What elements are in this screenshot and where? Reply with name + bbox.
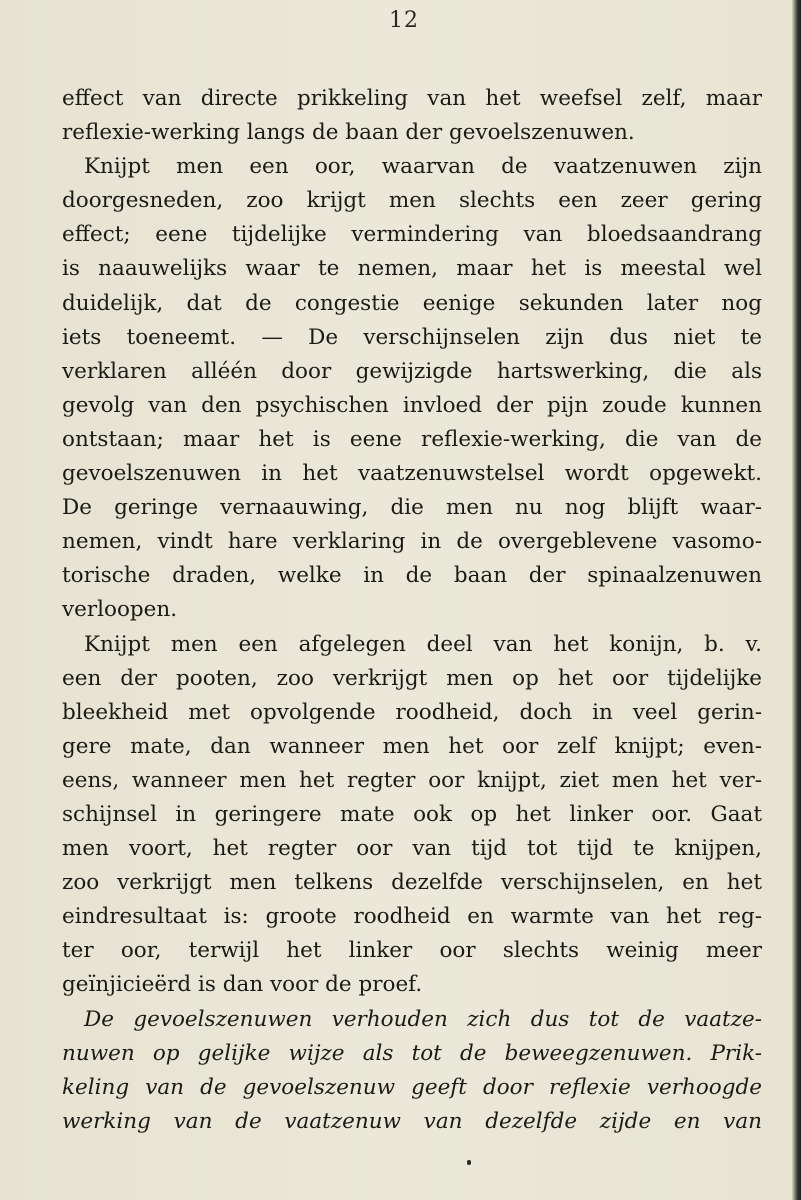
text-line: Knijpt men een afgelegen deel van het konijn, b. v. [84, 631, 762, 657]
text-line: iets toeneemt. — De verschijnselen zijn dus niet te [62, 324, 762, 350]
text-line: nemen, vindt hare verklaring in de overgeblevene vasomo- [62, 529, 762, 555]
text-line: De geringe vernaauwing, die men nu nog blijft waar- [62, 495, 762, 521]
ink-speck [467, 1160, 471, 1165]
text-line: effect van directe prikkeling van het weefsel zelf, maar [62, 86, 762, 111]
text-line: eindresultaat is: groote roodheid en warmte van het reg- [62, 904, 762, 930]
text-line: doorgesneden, zoo krijgt men slechts een zeer gering [62, 188, 762, 214]
text-line: geïnjicieërd is dan voor de proef. [62, 972, 423, 998]
text-line: werking van de vaatzenuw van dezelfde zijde en van [62, 1108, 762, 1134]
text-line: effect; eene tijdelijke vermindering van bloedsaandrang [62, 222, 762, 248]
page-number: 12 [389, 8, 419, 33]
text-line: zoo verkrijgt men telkens dezelfde verschijnselen, en het [62, 870, 762, 896]
text-line: Knijpt men een oor, waarvan de vaatzenuwen zijn [84, 154, 762, 180]
page-edge-shadow [792, 0, 801, 1200]
text-line: bleekheid met opvolgende roodheid, doch in veel gerin- [62, 699, 762, 725]
text-line: nuwen op gelijke wijze als tot de beweegzenuwen. Prik- [62, 1040, 762, 1066]
text-line: gevoelszenuwen in het vaatzenuwstelsel wordt opgewekt. [62, 461, 762, 487]
body-text [62, 82, 762, 1139]
text-line: eens, wanneer men het regter oor knijpt, ziet men het ver- [62, 767, 762, 793]
text-line: men voort, het regter oor van tijd tot tijd te knijpen, [62, 836, 762, 862]
text-line: keling van de gevoelszenuw geeft door reflexie verhoogde [62, 1074, 762, 1100]
text-line: De gevoelszenuwen verhouden zich dus tot de vaatze- [84, 1006, 762, 1032]
text-line: een der pooten, zoo verkrijgt men op het oor tijdelijke [62, 665, 762, 691]
text-line: ter oor, terwijl het linker oor slechts weinig meer [62, 938, 762, 964]
text-line: ontstaan; maar het is eene reflexie-werking, die van de [62, 426, 762, 452]
text-line: verklaren alléén door gewijzigde hartswerking, die als [62, 358, 762, 384]
text-line: reflexie-werking langs de baan der gevoelszenuwen. [62, 120, 635, 146]
text-line: gevolg van den psychischen invloed der pijn zoude kunnen [62, 392, 762, 418]
text-line: torische draden, welke in de baan der spinaalzenuwen [62, 563, 762, 589]
text-line: verloopen. [62, 597, 178, 623]
text-line: schijnsel in geringere mate ook op het linker oor. Gaat [62, 801, 762, 827]
text-line: duidelijk, dat de congestie eenige sekunden later nog [62, 290, 762, 316]
text-line: is naauwelijks waar te nemen, maar het is meestal wel [62, 256, 762, 282]
text-line: gere mate, dan wanneer men het oor zelf knijpt; even- [62, 733, 762, 759]
